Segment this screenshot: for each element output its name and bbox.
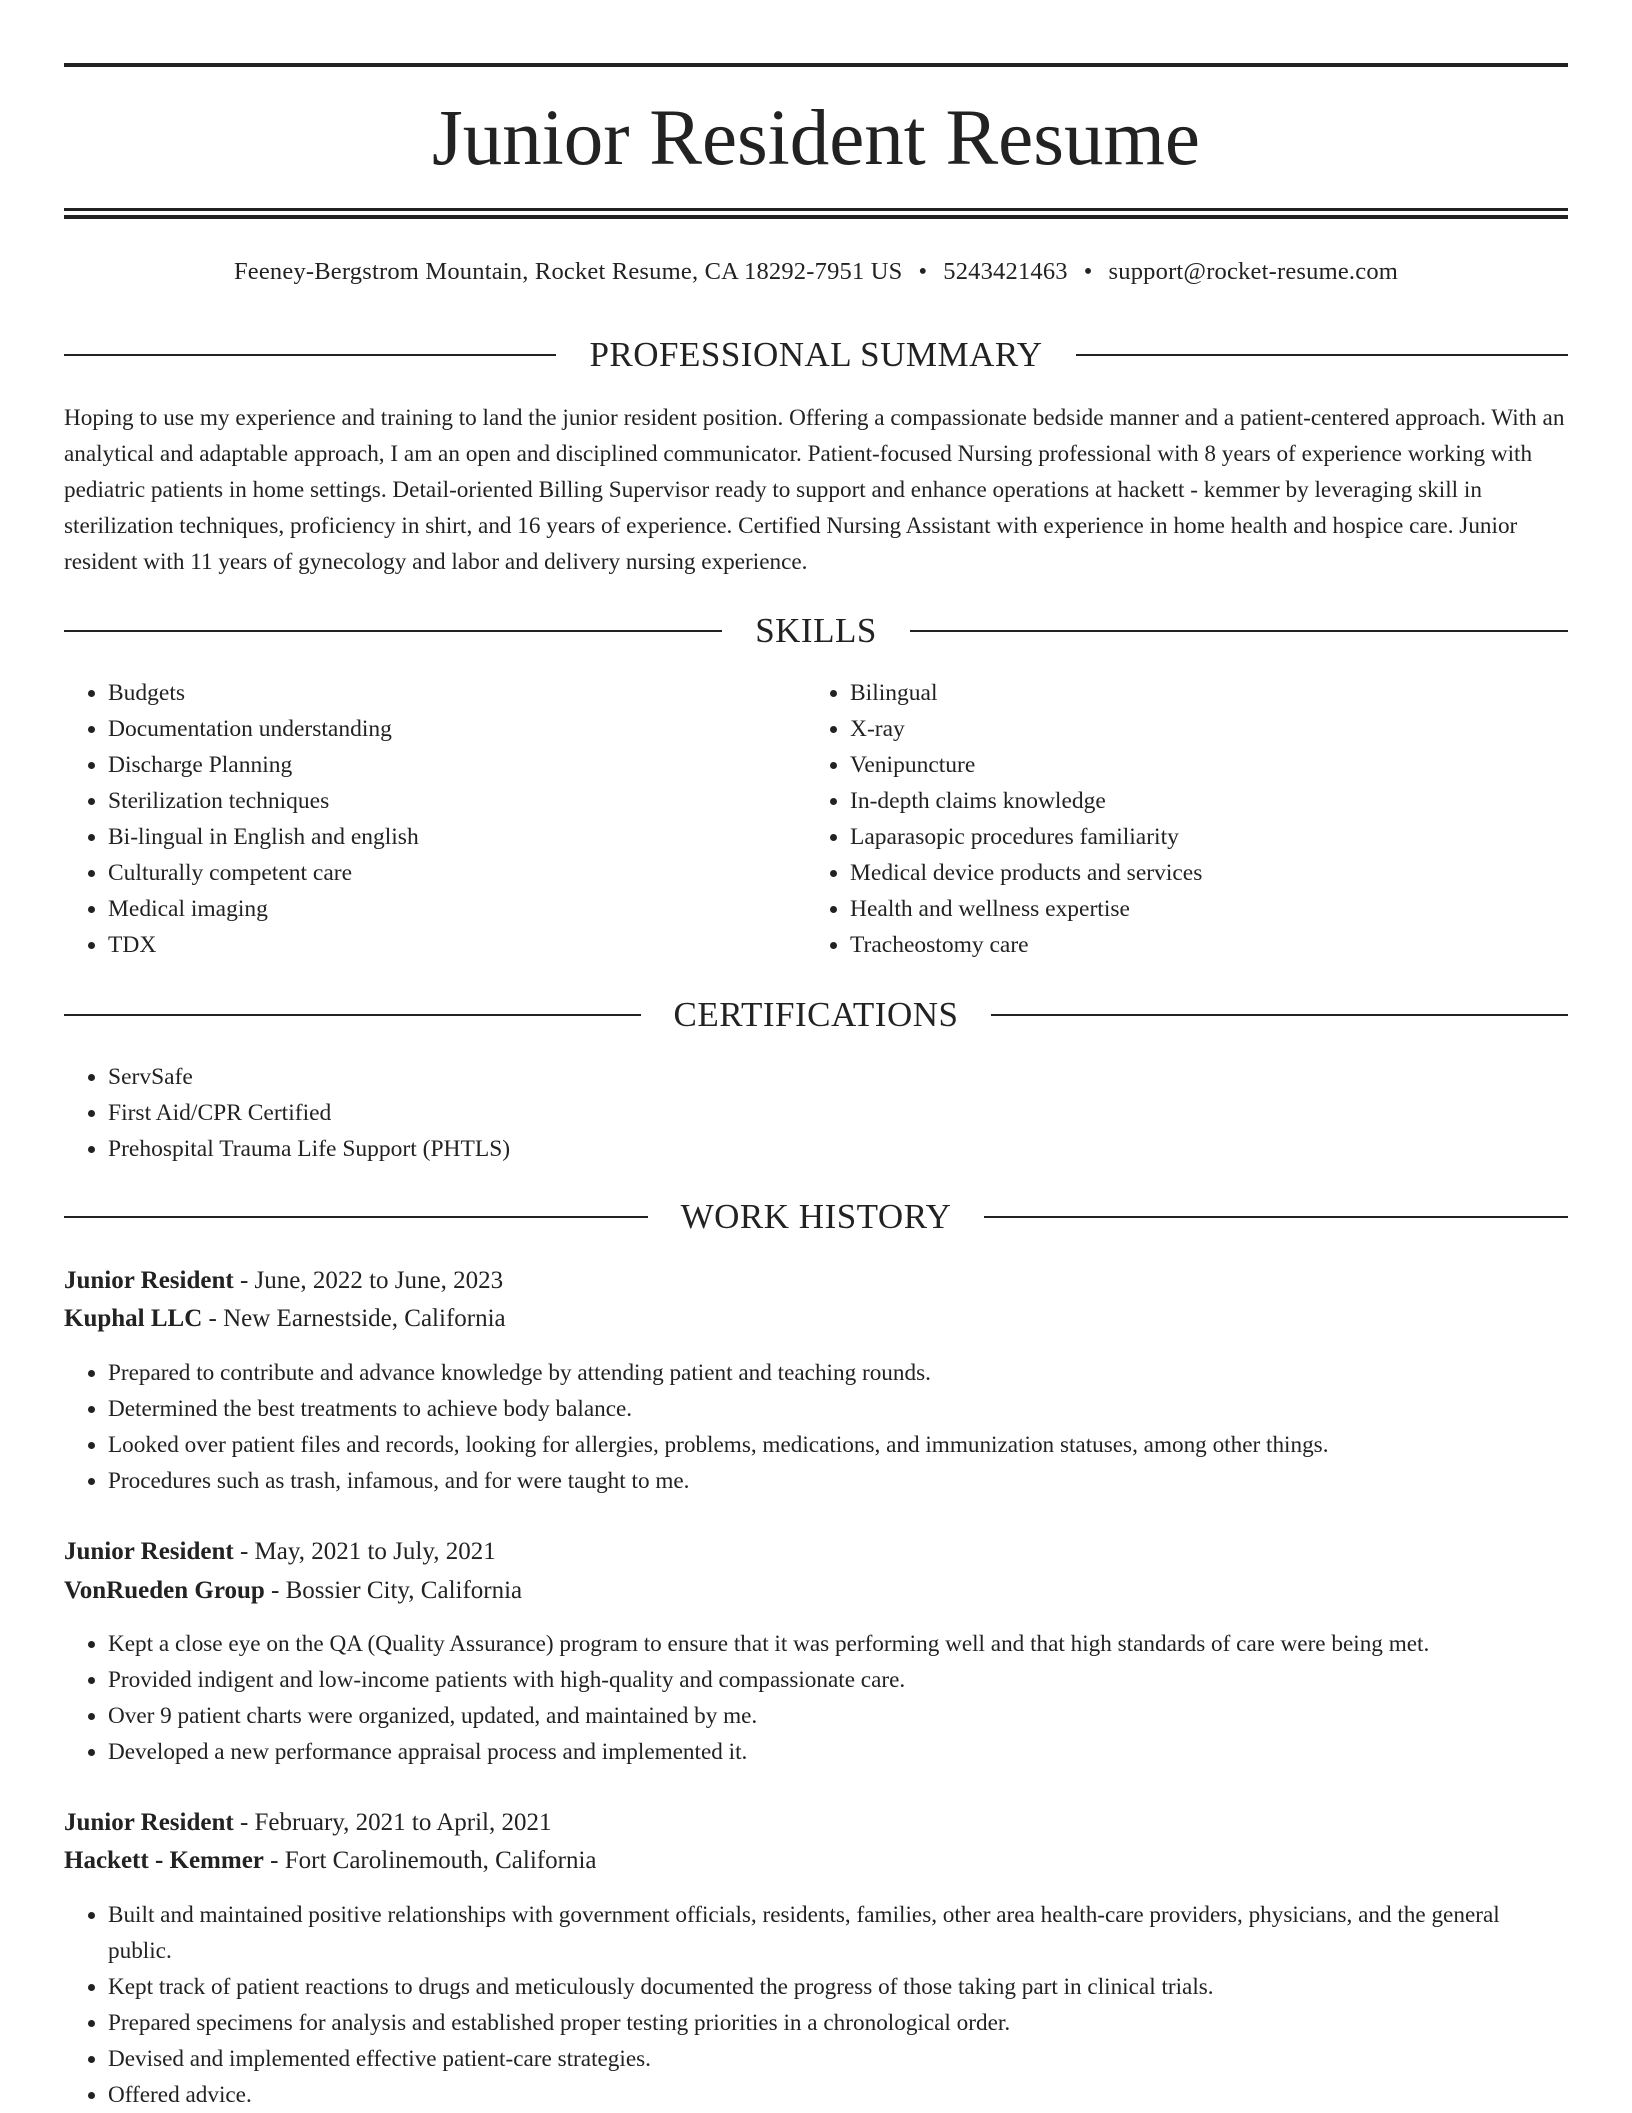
job-company: VonRueden Group [64, 1577, 265, 1604]
job-company: Hackett - Kemmer [64, 1847, 264, 1874]
summary-text: Hoping to use my experience and training to land the junior resident position. Offering a compassionate bedside manner and a patient-centered approach. With an analytical and adaptable approach, I am an open and disciplined communicator. Patient-focused Nursing professional with 8 years of experience working with pediatric patients in home settings. Detail-oriented Billing Supervisor ready to support and enhance operations at hackett - kemmer by leveraging skill in sterilization techniques, proficiency in shirt, and 16 years of experience. Certified Nursing Assistant with experience in home health and hospice care. Junior resident with 11 years of gynecology and labor and delivery nursing experience. [64, 405, 1565, 575]
skill-item: • Discharge Planning [108, 747, 798, 783]
skill-item: • In-depth claims knowledge [850, 783, 1590, 819]
job-company-line [64, 1300, 1568, 1338]
section-divider [984, 1216, 1568, 1218]
section-header-skills [64, 611, 1568, 651]
job-company-line [64, 1842, 1568, 1880]
title-rule-upper [64, 208, 1568, 211]
job-bullet: • Developed a new performance appraisal process and implemented it. [108, 1734, 1568, 1770]
section-divider [64, 1216, 648, 1218]
job-dates: - May, 2021 to July, 2021 [233, 1538, 496, 1565]
section-header-work-history [64, 1197, 1568, 1237]
skill-item: • Tracheostomy care [850, 927, 1590, 963]
job-title: Junior Resident [64, 1538, 234, 1565]
certification-item: • Prehospital Trauma Life Support (PHTLS) [108, 1131, 1568, 1167]
job-title-line [64, 1533, 1568, 1571]
skill-item: • Budgets [108, 675, 798, 711]
certification-item: • First Aid/CPR Certified [108, 1095, 1568, 1131]
job-title: Junior Resident [64, 1809, 234, 1836]
job-bullet: • Determined the best treatments to achieve body balance. [108, 1391, 1568, 1427]
job-bullet: • Kept track of patient reactions to drugs and meticulously documented the progress of those taking part in clinical trials. [108, 1969, 1568, 2005]
skill-item: • Documentation understanding [108, 711, 798, 747]
certifications-list [64, 1059, 1568, 1167]
job-bullet: • Looked over patient files and records, looking for allergies, problems, medications, and immunization statuses, among other things. [108, 1427, 1568, 1463]
job-company: Kuphal LLC [64, 1305, 203, 1332]
title-rule-lower [64, 215, 1568, 219]
job-title-line [64, 1262, 1568, 1300]
skill-item: • Health and wellness expertise [850, 891, 1590, 927]
job-bullet: • Provided indigent and low-income patients with high-quality and compassionate care. [108, 1662, 1568, 1698]
job-bullet: • Offered advice. [108, 2077, 1568, 2113]
page-title: Junior Resident Resume [432, 95, 1200, 182]
job-bullet: • Over 9 patient charts were organized, updated, and maintained by me. [108, 1698, 1568, 1734]
section-divider [64, 354, 556, 356]
job-location: - New Earnestside, California [202, 1305, 506, 1332]
skill-item: • Sterilization techniques [108, 783, 798, 819]
section-title: WORK HISTORY [680, 1197, 952, 1236]
job-bullet: • Built and maintained positive relationships with government officials, residents, families, other area health-care providers, physicians, and the general public. [108, 1897, 1568, 1969]
skill-item: • Medical imaging [108, 891, 798, 927]
skill-item: • Culturally competent care [108, 855, 798, 891]
section-title: PROFESSIONAL SUMMARY [589, 335, 1043, 374]
skill-item: • Medical device products and services [850, 855, 1590, 891]
section-divider [991, 1014, 1568, 1016]
job-title: Junior Resident [64, 1267, 234, 1294]
job-company-line [64, 1572, 1568, 1610]
section-header-certifications [64, 995, 1568, 1035]
job-dates: - June, 2022 to June, 2023 [233, 1267, 504, 1294]
job-bullet: • Kept a close eye on the QA (Quality Assurance) program to ensure that it was performing well and that high standards of care were being met. [108, 1626, 1568, 1662]
section-title: CERTIFICATIONS [673, 995, 959, 1034]
section-divider [1076, 354, 1568, 356]
job-title-line [64, 1804, 1568, 1842]
section-divider [64, 1014, 641, 1016]
job-bullet: • Prepared specimens for analysis and established proper testing priorities in a chronological order. [108, 2005, 1568, 2041]
certification-item: • ServSafe [108, 1059, 1568, 1095]
skill-item: • X-ray [850, 711, 1590, 747]
job-bullet: • Prepared to contribute and advance knowledge by attending patient and teaching rounds. [108, 1355, 1568, 1391]
job-dates: - February, 2021 to April, 2021 [233, 1809, 552, 1836]
section-header-summary [64, 335, 1568, 375]
skill-item: • Bi-lingual in English and english [108, 819, 798, 855]
job-location: - Bossier City, California [264, 1577, 523, 1604]
contact-separator: • [918, 258, 928, 285]
job-bullets [64, 1355, 1568, 1499]
job-bullets [64, 1626, 1568, 1770]
job-location: - Fort Carolinemouth, California [263, 1847, 597, 1874]
contact-line [64, 254, 1568, 290]
top-rule [64, 63, 1568, 67]
job-bullets [64, 1897, 1568, 2113]
skill-item: • Venipuncture [850, 747, 1590, 783]
section-divider [64, 630, 722, 632]
section-divider [910, 630, 1568, 632]
contact-address: Feeney-Bergstrom Mountain, Rocket Resume, CA 18292-7951 US [233, 258, 903, 285]
skill-item: • Bilingual [850, 675, 1590, 711]
job-bullet: • Procedures such as trash, infamous, and for were taught to me. [108, 1463, 1568, 1499]
skill-item: • Laparasopic procedures familiarity [850, 819, 1590, 855]
contact-email: support@rocket-resume.com [1108, 258, 1399, 285]
job-bullet: • Devised and implemented effective patient-care strategies. [108, 2041, 1568, 2077]
skills-list-right [806, 675, 1590, 963]
section-title: SKILLS [755, 611, 877, 650]
contact-separator: • [1083, 258, 1093, 285]
skill-item: • TDX [108, 927, 798, 963]
contact-phone: 5243421463 [943, 258, 1068, 285]
skills-list-left [64, 675, 798, 963]
